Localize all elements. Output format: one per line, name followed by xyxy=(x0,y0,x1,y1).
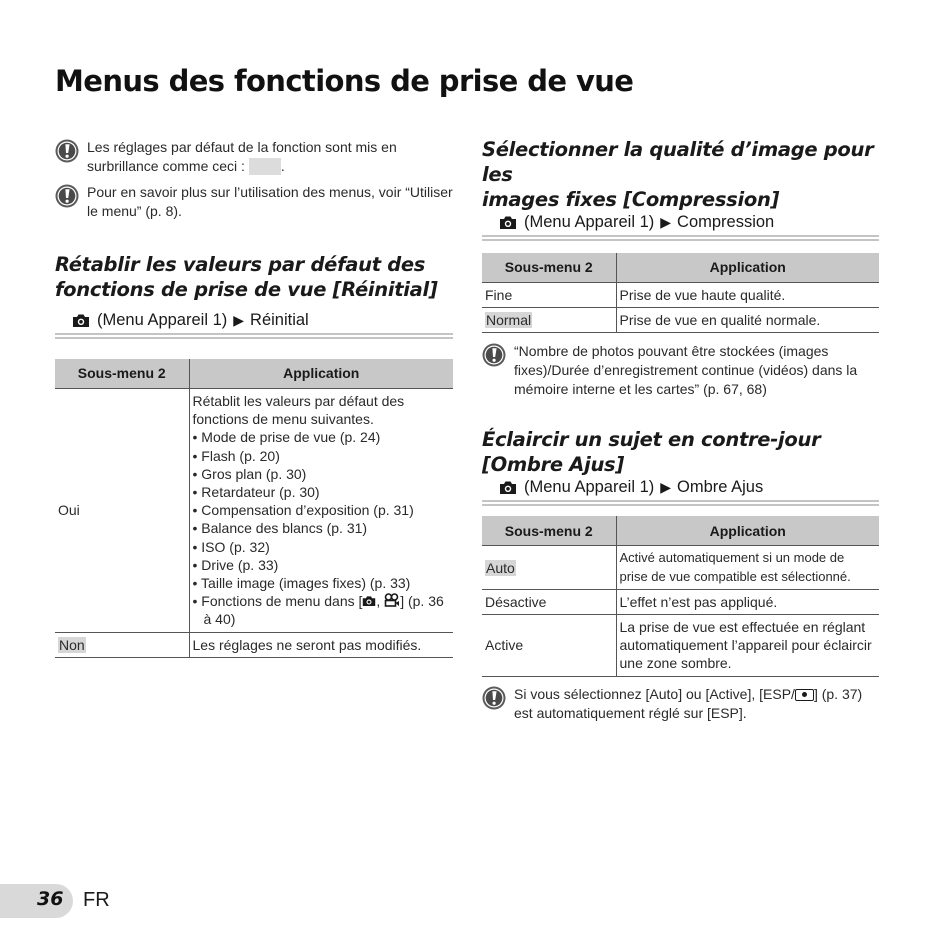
note-esp-metering xyxy=(482,685,879,723)
section-title-line2: images fixes [Compression] xyxy=(482,188,780,211)
section-title-line1: Sélectionner la qualité d’image pour les xyxy=(482,138,874,186)
caution-icon xyxy=(482,343,506,367)
section-title-compression xyxy=(482,137,879,212)
submenu-value xyxy=(55,632,189,657)
camera-icon xyxy=(499,480,517,495)
table-header-submenu: Sous-menu 2 xyxy=(482,516,616,546)
list-item: • Retardateur (p. 30) xyxy=(193,483,451,501)
list-item: • Flash (p. 20) xyxy=(193,447,451,465)
camera-icon xyxy=(499,215,517,230)
reset-items-list xyxy=(193,428,451,628)
submenu-value: Fine xyxy=(482,283,616,308)
note-text: Les réglages par défaut de la fonction sont mis en surbrillance comme ceci : xyxy=(87,139,397,174)
camera-icon xyxy=(362,595,376,607)
arrow-right-icon: ▶ xyxy=(660,213,672,230)
highlight-swatch xyxy=(249,158,281,175)
section-title-shadow-adjust xyxy=(482,427,879,477)
note-default-highlight xyxy=(55,138,453,176)
table-row xyxy=(482,546,879,589)
breadcrumb xyxy=(482,212,879,232)
caution-icon xyxy=(55,184,79,208)
breadcrumb xyxy=(55,310,453,330)
note-text: “Nombre de photos pouvant être stockées (images fixes)/Durée d’enregistrement continue (vidéos) dans la mémoire interne et les cartes” (p. 67, 68) xyxy=(514,343,858,398)
default-highlight: Normal xyxy=(486,312,532,329)
page-title: Menus des fonctions de prise de vue xyxy=(55,64,634,98)
caution-icon xyxy=(482,686,506,710)
submenu-value: Désactive xyxy=(482,589,616,614)
arrow-right-icon: ▶ xyxy=(233,311,245,328)
table-header-application: Application xyxy=(616,253,879,283)
list-item: • Gros plan (p. 30) xyxy=(193,465,451,483)
section-title-line1: Rétablir les valeurs par défaut des xyxy=(55,253,426,276)
application-cell: Les réglages ne seront pas modifiés. xyxy=(189,632,453,657)
default-highlight: Non xyxy=(59,636,85,653)
section-title-line2: fonctions de prise de vue [Réinitial] xyxy=(55,278,438,301)
breadcrumb-item: Ombre Ajus xyxy=(677,477,764,496)
breadcrumb-menu: (Menu Appareil 1) xyxy=(97,310,228,329)
application-intro: Rétablit les valeurs par défaut des fonctions de menu suivantes. xyxy=(192,393,405,428)
spot-metering-icon xyxy=(795,689,814,701)
list-item-sep: , xyxy=(376,593,385,610)
camera-icon xyxy=(72,313,90,328)
application-cell: La prise de vue est effectuée en réglant automatiquement l’appareil pour éclaircir une zone sombre. xyxy=(616,615,879,677)
note-text: Si vous sélectionnez [Auto] ou [Active], [ESP/ xyxy=(514,685,795,702)
submenu-value: Active xyxy=(482,615,616,677)
submenu-value: Oui xyxy=(55,389,189,633)
note-text-end: . xyxy=(280,158,285,174)
application-cell xyxy=(189,389,453,633)
table-header-application: Application xyxy=(189,359,453,389)
application-cell: Activé automatiquement si un mode de prise de vue compatible est sélectionné. xyxy=(616,546,879,589)
shadow-adjust-table xyxy=(482,516,879,676)
table-row xyxy=(482,615,879,677)
arrow-right-icon: ▶ xyxy=(660,478,672,495)
language-code: FR xyxy=(83,889,110,911)
list-item xyxy=(193,592,451,628)
table-row xyxy=(482,589,879,614)
note-text-end: ] (p. 37) est automatiquement réglé sur [ESP]. xyxy=(514,685,863,721)
breadcrumb xyxy=(482,477,879,497)
list-item-text: Fonctions de menu dans [ xyxy=(201,593,363,610)
table-row xyxy=(482,308,879,333)
application-cell: Prise de vue en qualité normale. xyxy=(616,308,879,333)
list-item: • Taille image (images fixes) (p. 33) xyxy=(193,574,451,592)
list-item: • Drive (p. 33) xyxy=(193,556,451,574)
table-row xyxy=(55,632,453,657)
reset-table xyxy=(55,359,453,658)
list-item: • ISO (p. 32) xyxy=(193,538,451,556)
list-item: • Mode de prise de vue (p. 24) xyxy=(193,428,451,446)
table-header-row xyxy=(482,516,879,546)
note-text: Pour en savoir plus sur l’utilisation des menus, voir “Utiliser le menu” (p. 8). xyxy=(87,184,453,219)
breadcrumb-menu: (Menu Appareil 1) xyxy=(524,212,655,231)
breadcrumb-menu: (Menu Appareil 1) xyxy=(524,477,655,496)
table-row xyxy=(55,389,453,633)
breadcrumb-item: Réinitial xyxy=(250,310,309,329)
application-cell: L’effet n’est pas appliqué. xyxy=(616,589,879,614)
list-item-text-end: ] (p. 36 à 40) xyxy=(203,593,444,628)
movie-camera-icon xyxy=(384,593,400,607)
table-row xyxy=(482,283,879,308)
table-header-submenu: Sous-menu 2 xyxy=(482,253,616,283)
caution-icon xyxy=(55,139,79,163)
note-menu-usage xyxy=(55,183,453,221)
application-cell: Prise de vue haute qualité. xyxy=(616,283,879,308)
default-highlight: Auto xyxy=(486,559,515,576)
list-item: • Compensation d’exposition (p. 31) xyxy=(193,501,451,519)
list-item: • Balance des blancs (p. 31) xyxy=(193,519,451,537)
section-title-line2: [Ombre Ajus] xyxy=(482,453,624,477)
page-number: 36 xyxy=(37,888,64,910)
section-title-reset xyxy=(55,252,453,302)
breadcrumb-item: Compression xyxy=(677,212,775,231)
compression-table xyxy=(482,253,879,333)
table-header-application: Application xyxy=(616,516,879,546)
note-storage-capacity xyxy=(482,342,879,399)
section-title-line1: Éclaircir un sujet en contre-jour xyxy=(482,428,821,452)
submenu-value xyxy=(482,546,616,589)
table-header-row xyxy=(482,253,879,283)
submenu-value xyxy=(482,308,616,333)
right-column xyxy=(482,137,879,730)
left-column xyxy=(55,138,453,658)
table-header-row xyxy=(55,359,453,389)
table-header-submenu: Sous-menu 2 xyxy=(55,359,189,389)
